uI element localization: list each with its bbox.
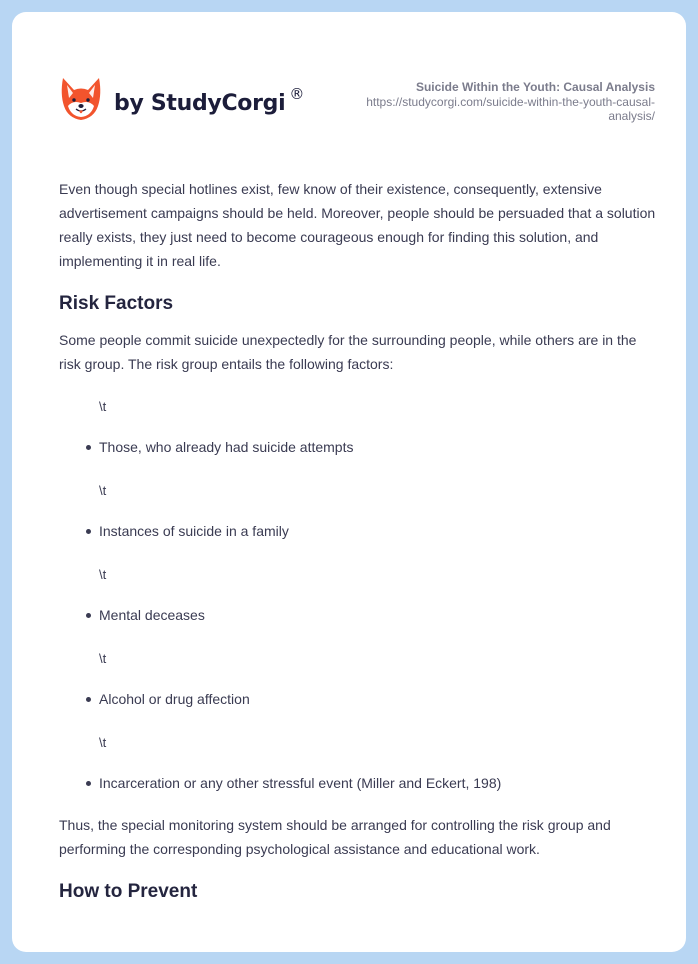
section-heading-risk-factors: Risk Factors [59, 293, 174, 314]
document-header [12, 12, 686, 162]
registered-mark: ® [289, 84, 305, 103]
list-item: Alcohol or drug affection [59, 687, 657, 729]
document-url-line2: analysis/ [608, 109, 655, 123]
document-card [12, 12, 686, 952]
document-url-line1: https://studycorgi.com/suicide-within-the-youth-causal- [366, 95, 655, 109]
intro-paragraph: Even though special hotlines exist, few know of their existence, consequently, extensive advertisement campaigns should be held. Moreover, people should be persuaded that a solution really exists, they just need to become courageous enough for finding this solution, and implementing it in real life. [59, 181, 656, 269]
studycorgi-logo[interactable] [60, 76, 304, 127]
document-meta [325, 79, 655, 123]
risk-factors-paragraph: Some people commit suicide unexpectedly for the surrounding people, while others are in the risk group. The risk group entails the following factors: [59, 332, 637, 372]
document-url[interactable] [325, 95, 655, 123]
risk-factors-closing-paragraph: Thus, the special monitoring system should be arranged for controlling the risk group and performing the corresponding psychological assistance and educational work. [59, 817, 611, 857]
document-title: Suicide Within the Youth: Causal Analysis [415, 80, 655, 94]
risk-factors-list [59, 393, 657, 813]
corgi-icon [60, 76, 102, 127]
tab-marker: \t [99, 735, 107, 750]
list-item: Instances of suicide in a family [59, 519, 657, 561]
tab-marker: \t [99, 651, 107, 666]
logo-text: by StudyCorgi [114, 91, 286, 116]
list-item: Those, who already had suicide attempts [59, 435, 657, 477]
list-item: Mental deceases [59, 603, 657, 645]
tab-marker: \t [99, 567, 107, 582]
tab-marker: \t [99, 399, 107, 414]
list-item: Incarceration or any other stressful event (Miller and Eckert, 198) [59, 771, 657, 813]
section-heading-how-to-prevent: How to Prevent [59, 881, 198, 902]
tab-marker: \t [99, 483, 107, 498]
document-body [59, 177, 657, 916]
